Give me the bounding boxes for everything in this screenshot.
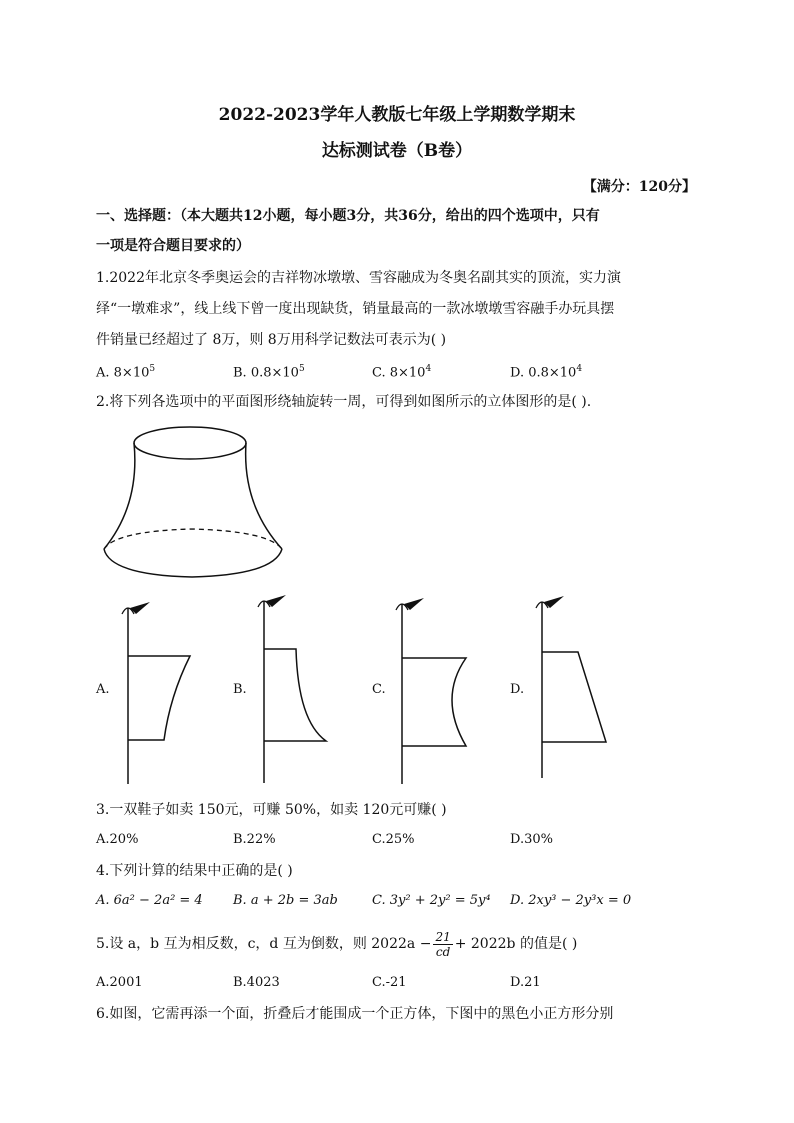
q1-option-a-exp: 5 xyxy=(149,364,156,374)
q2-figure-b xyxy=(246,595,346,785)
q1-stem-line2: 绎“一墩难求”，线上线下曾一度出现缺货，销量最高的一款冰墩墩雪容融手办玩具摆 xyxy=(96,301,615,317)
q1-option-c-base: C. 8×10 xyxy=(372,365,426,381)
q2-stem: 2.将下列各选项中的平面图形绕轴旋转一周，可得到如图所示的立体图形的是( ). xyxy=(96,394,592,410)
q5-option-b: B.4023 xyxy=(233,975,280,990)
q5-stem xyxy=(96,928,696,960)
q3-option-a: A.20% xyxy=(96,832,139,847)
q1-option-d-exp: 4 xyxy=(576,364,583,374)
q1-option-a-base: A. 8×10 xyxy=(96,365,150,381)
q4-stem: 4.下列计算的结果中正确的是( ) xyxy=(96,863,293,879)
q1-option-b-exp: 5 xyxy=(298,364,305,374)
q5-stem-pre: 5.设 a，b 互为相反数，c，d 互为倒数，则 2022a − xyxy=(96,936,432,952)
q1-option-d xyxy=(510,364,582,380)
q1-option-b xyxy=(233,364,305,380)
q5-fraction xyxy=(433,930,452,959)
q5-stem-post: + 2022b 的值是( ) xyxy=(454,936,578,952)
q5-option-a: A.2001 xyxy=(96,975,143,990)
q3-stem: 3.一双鞋子如卖 150元，可赚 50%，如卖 120元可赚( ) xyxy=(96,802,447,818)
section-heading-line2: 一项是符合题目要求的） xyxy=(96,238,250,254)
q1-stem-line1: 1.2022年北京冬季奥运会的吉祥物冰墩墩、雪容融成为冬奥名副其实的顶流，实力演 xyxy=(96,270,621,286)
q4-option-a: A. 6a² − 2a² = 4 xyxy=(96,893,203,908)
q4-option-b: B. a + 2b = 3ab xyxy=(233,893,338,908)
q5-option-d: D.21 xyxy=(510,975,541,990)
q2-label-d: D. xyxy=(510,682,525,697)
score-label: 【满分：120分】 xyxy=(582,179,696,195)
q3-option-d: D.30% xyxy=(510,832,553,847)
q2-label-c: C. xyxy=(372,682,386,697)
q2-label-a: A. xyxy=(96,682,110,697)
q1-option-a xyxy=(96,364,155,380)
section-heading-line1: 一、选择题：（本大题共12小题，每小题3分，共36分，给出的四个选项中，只有 xyxy=(96,208,600,224)
q5-fraction-numerator: 21 xyxy=(435,929,451,944)
q2-label-b: B. xyxy=(233,682,247,697)
q4-option-c: C. 3y² + 2y² = 5y⁴ xyxy=(372,893,491,908)
exam-title-line1: 2022-2023学年人教版七年级上学期数学期末 xyxy=(218,105,576,125)
q2-figure-d xyxy=(526,596,626,786)
q3-option-b: B.22% xyxy=(233,832,276,847)
q1-option-d-base: D. 0.8×10 xyxy=(510,365,577,381)
q3-option-c: C.25% xyxy=(372,832,415,847)
q2-figure-c xyxy=(386,598,486,788)
q5-fraction-denominator: cd xyxy=(435,944,451,959)
q1-option-c xyxy=(372,364,431,380)
q5-option-c: C.-21 xyxy=(372,975,407,990)
q6-stem: 6.如图，它需再添一个面，折叠后才能围成一个正方体，下图中的黑色小正方形分别 xyxy=(96,1006,614,1022)
q1-option-c-exp: 4 xyxy=(425,364,432,374)
q1-stem-line3: 件销量已经超过了 8万，则 8万用科学记数法可表示为( ) xyxy=(96,332,447,348)
q1-option-b-base: B. 0.8×10 xyxy=(233,365,299,381)
exam-title-line2: 达标测试卷（B卷） xyxy=(321,141,473,161)
q4-option-d: D. 2xy³ − 2y³x = 0 xyxy=(510,893,632,908)
q2-figure-a xyxy=(108,600,208,790)
solid-figure xyxy=(96,425,286,595)
